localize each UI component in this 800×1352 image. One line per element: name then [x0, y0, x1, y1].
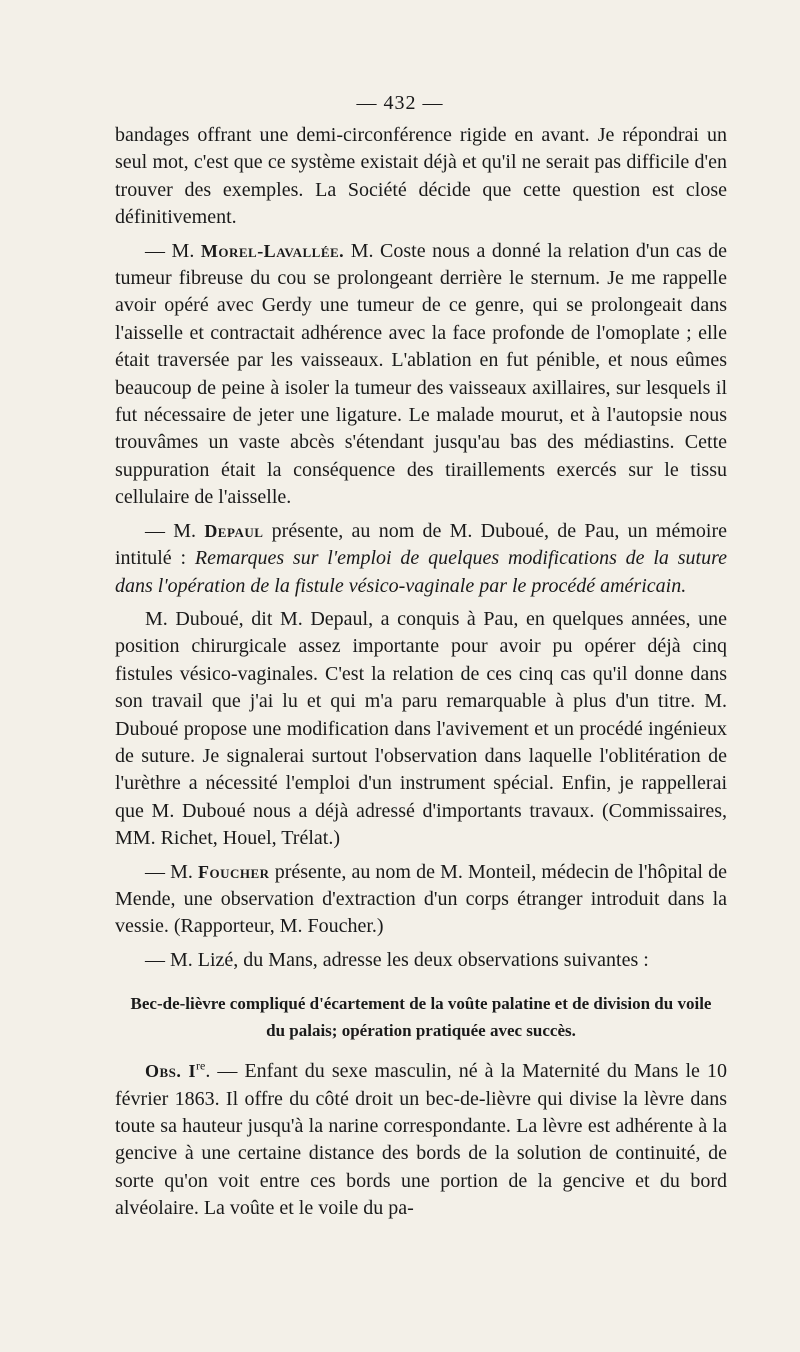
dash-lead: — M.: [145, 239, 201, 262]
paragraph-body: présente, au nom de M. Monteil, médecin de l'hôpital de Mende, une observation d'extraction d'un corps étranger introduit dans la vessie. (Rapporteur, M. Foucher.): [115, 860, 727, 938]
paragraph-duboue: M. Duboué, dit M. Depaul, a conquis à Pau, en quelques années, une position chirurgicale assez importante pour avoir pu opérer déjà cinq fistules vésico-vaginales. C'est la relation de ces cinq cas qu'il donne dans son travail que j'ai lu et qui m'a paru remarquable à plus d'un titre. M. Duboué propose une modification dans l'avivement et un procédé ingénieux de suture. Je signalerai surtout l'observation dans laquelle l'oblitération de l'urèthre a nécessité l'emploi d'un instrument spécial. Enfin, je rappellerai que M. Duboué nous a déjà adressé d'importants travaux. (Commissaires, MM. Richet, Houel, Trélat.): [115, 607, 727, 850]
paragraph-foucher: [115, 859, 727, 941]
paragraph-body: M. Coste nous a donné la relation d'un cas de tumeur fibreuse du cou se prolongeant derrière le sternum. Je me rappelle avoir opéré avec Gerdy une tumeur de ce genre, qui se prolongeait dans l'aisselle et contractait adhérence avec la face profonde de l'omoplate ; elle était traversée par les vaisseaux. L'ablation en fut pénible, et nous eûmes beaucoup de peine à isoler la tumeur des vaisseaux axillaires, sur lesquels il fut nécessaire de jeter une ligature. Le malade mourut, et à l'autopsie nous trouvâmes un vaste abcès s'étendant jusqu'au bas des médiastins. Cette suppuration était la conséquence des tiraillements exercés sur le tissu cellulaire de l'aisselle.: [115, 239, 727, 509]
section-heading: Bec-de-lièvre compliqué d'écartement de la voûte palatine et de division du voile du palais; opération pratiquée avec succès.: [130, 994, 712, 1041]
speaker-name: Depaul: [204, 520, 264, 541]
page-number: — 432 —: [356, 92, 444, 114]
dash-lead: — M.: [145, 860, 199, 883]
observation-superscript: re: [195, 1058, 206, 1073]
body-text: [115, 122, 727, 1223]
paragraph-observation: [115, 1058, 727, 1222]
observation-label: Obs. I: [145, 1061, 196, 1082]
memoir-title: Remarques sur l'emploi de quelques modifications de la suture dans l'opération de la fistule vésico-vaginale par le procédé américain.: [115, 547, 728, 597]
speaker-name: Foucher: [198, 861, 270, 882]
paragraph-body: . — Enfant du sexe masculin, né à la Maternité du Mans le 10 février 1863. Il offre du côté droit un bec-de-lièvre qui divise la lèvre dans toute sa hauteur jusqu'à la narine correspondante. La lèvre est adhérente à la gencive à une certaine distance des bords de la solution de continuité, de sorte qu'on voit entre ces bords une portion de la gencive et du bord alvéolaire. La voûte et le voile du pa-: [115, 1060, 727, 1220]
paragraph-body: présente, au nom de M. Duboué, de Pau, un mémoire intitulé :: [115, 519, 727, 570]
speaker-name: Morel-Lavallée.: [200, 240, 345, 261]
paragraph-morel-lavallee: [115, 238, 727, 512]
paragraph-lize: — M. Lizé, du Mans, adresse les deux observations suivantes :: [145, 948, 649, 971]
dash-lead: — M.: [145, 519, 205, 542]
paragraph-continuation: bandages offrant une demi-circonférence rigide en avant. Je répondrai un seul mot, c'est que ce système existait déjà et qu'il ne serait pas difficile d'en trouver des exemples. La Société décide que cette question est close définitivement.: [115, 124, 727, 229]
paragraph-depaul: [115, 518, 727, 600]
